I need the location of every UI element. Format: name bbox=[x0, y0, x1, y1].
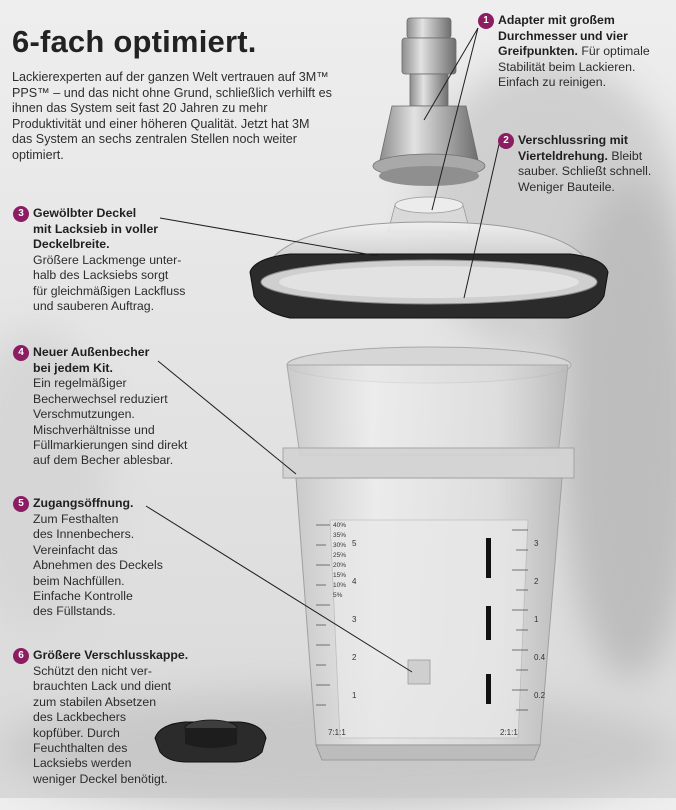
callout-outer-cup: 4 Neuer Außenbecher bei jedem Kit. Ein regelmäßiger Becherwechsel reduziert Verschmutzungen. Mischverhältnisse und Füllmarkierungen sind direkt auf dem Becher ablesbar. bbox=[13, 345, 213, 469]
callout-number-badge: 4 bbox=[13, 345, 29, 361]
callout-domed-lid: 3 Gewölbter Deckel mit Lacksieb in voller Deckelbreite. Größere Lackmenge unter- halb des Lacksiebs sorgt für gleichmäßigen Lackfluss und sauberen Auftrag. bbox=[13, 206, 213, 314]
lid-part bbox=[250, 197, 608, 318]
callout-access-opening: 5 Zugangsöffnung. Zum Festhalten des Innenbechers. Vereinfacht das Abnehmen des Deckels beim Nachfüllen. Einfache Kontrolle des Füllstands. bbox=[13, 496, 213, 620]
callout-number-badge: 3 bbox=[13, 206, 29, 222]
page-title: 6-fach optimiert. bbox=[12, 24, 257, 59]
callout-locking-ring: 2 Verschlussring mit Vierteldrehung. Bleibt sauber. Schließt schnell. Weniger Bauteile. bbox=[498, 133, 673, 195]
intro-paragraph: Lackierexperten auf der ganzen Welt vertrauen auf 3M™ PPS™ – und das nicht ohne Grund, schließlich verhilft es ihnen das System seit fast 20 Jahren zu mehr Produktivität und einer höheren Qualität. Jetzt hat 3M das System an sechs zentralen Stellen noch weiter optimiert. bbox=[12, 70, 332, 162]
adapter-part bbox=[373, 18, 485, 186]
cup-ratio-right: 2:1:1 bbox=[500, 728, 518, 737]
cup-ratio-left: 7:1:1 bbox=[328, 728, 346, 737]
cup-numbers-right: 3 2 1 0.4 0.2 bbox=[534, 539, 546, 700]
cup-numbers-left: 5 4 3 2 1 bbox=[352, 539, 357, 700]
callout-cap: 6 Größere Verschlusskappe. Schützt den nicht ver- brauchten Lack und dient zum stabilen Absetzen des Lackbechers kopfüber. Durch Feuchthalten des Lacksiebs werden weniger Deckel benötigt. bbox=[13, 648, 223, 787]
callout-number-badge: 2 bbox=[498, 133, 514, 149]
callout-number-badge: 5 bbox=[13, 496, 29, 512]
callout-number-badge: 1 bbox=[478, 13, 494, 29]
callout-number-badge: 6 bbox=[13, 648, 29, 664]
cup-scale-left: 40% 35% 30% 25% 20% 15% 10% 5% bbox=[333, 522, 347, 599]
cup-part bbox=[283, 347, 574, 760]
callout-adapter: 1 Adapter mit großem Durchmesser und vier Greifpunkten. Für optimale Stabilität beim Lackieren. Einfach zu reinigen. bbox=[478, 13, 673, 91]
